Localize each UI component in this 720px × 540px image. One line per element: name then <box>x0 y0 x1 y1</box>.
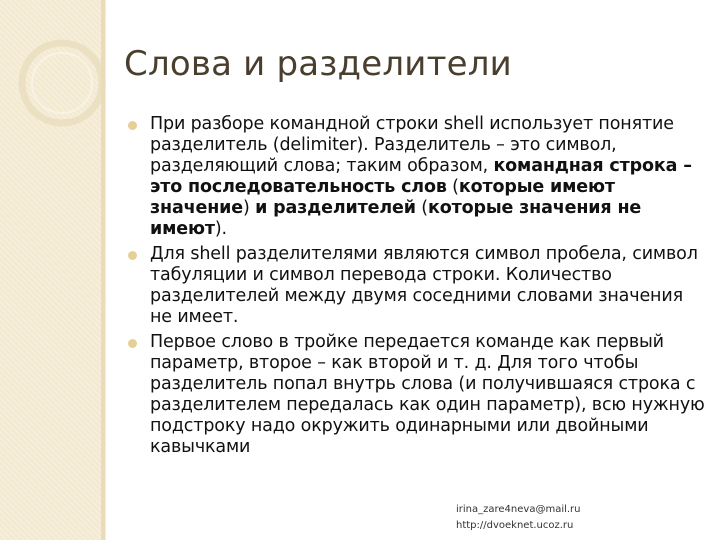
bullet-item <box>128 114 708 240</box>
bullet-dot-icon <box>128 121 137 130</box>
bullet-text: ( <box>446 177 459 197</box>
bullet-dot-icon <box>128 339 137 348</box>
bullet-text: При разборе командной строки shell использует понятие разделитель (delimiter). Разделитель – это символ, разделяющий слова; таким образом, <box>150 114 674 176</box>
bullet-item <box>128 332 708 458</box>
bullet-text: ) <box>242 198 256 218</box>
footer-email: irina_zare4neva@mail.ru <box>456 504 581 515</box>
bullet-text: Первое слово в тройке передается команде как первый параметр, второе – как второй и т. д. Для того чтобы разделитель попал внутрь слова (и получившаяся строка с разделителем передалась как один параметр), всю нужную подстроку надо окружить одинарными или двойными кавычками <box>150 332 705 457</box>
footer-credits <box>456 502 581 534</box>
bullet-text: Для shell разделителями являются символ пробела, символ табуляции и символ перевода строки. Количество разделителей между двумя соседними словами значения не имеет. <box>150 244 698 327</box>
bullet-item <box>128 244 708 328</box>
bullet-dot-icon <box>128 251 137 260</box>
bullet-text: ( <box>415 198 428 218</box>
band-divider <box>101 0 105 540</box>
bullet-text-bold: и разделителей <box>255 198 416 218</box>
bullet-text: ). <box>214 219 227 239</box>
bullet-text-bold: которые значения не имеют <box>150 198 642 239</box>
decorative-side-band <box>0 0 106 540</box>
footer-url: http://dvoeknet.ucoz.ru <box>456 520 574 531</box>
decorative-circle-icon <box>0 0 106 540</box>
slide-title: Слова и разделители <box>124 44 512 84</box>
bullet-text-bold: командная строка – это последовательность слов <box>150 156 692 197</box>
bullet-list <box>128 114 708 462</box>
bullet-text-bold: которые имеют значение <box>150 177 615 218</box>
